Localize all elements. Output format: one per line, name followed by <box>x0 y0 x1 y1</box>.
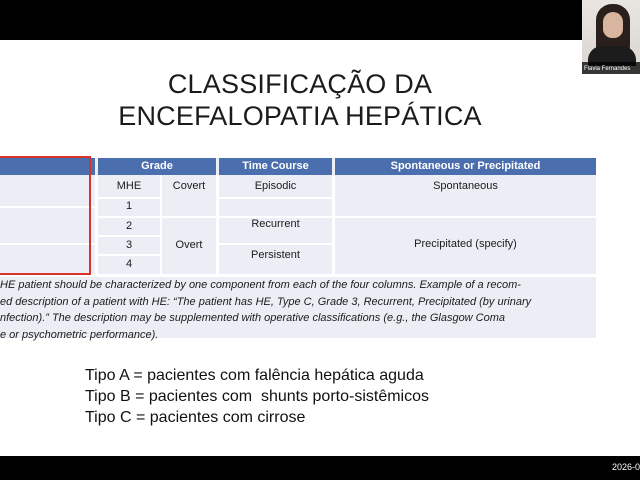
participant-video-tile[interactable] <box>582 0 640 74</box>
time-course-persistent: Persistent <box>251 249 300 261</box>
grade-1: 1 <box>125 200 133 212</box>
grade-4: 4 <box>125 258 133 270</box>
table-divider <box>98 216 160 218</box>
footnote-line: e or psychometric performance). <box>0 328 159 341</box>
slide-title <box>60 68 540 132</box>
table-divider <box>98 197 160 199</box>
table-divider <box>219 243 332 245</box>
slide-title-line2: ENCEFALOPATIA HEPÁTICA <box>118 101 482 131</box>
table-divider <box>335 216 596 218</box>
header-grade: Grade <box>98 158 216 175</box>
table-divider <box>219 197 332 199</box>
grade-3: 3 <box>125 239 133 251</box>
footnote-line: nfection).” The description may be supplemented with operative classifications (e.g., the Glasgow Coma <box>0 312 506 324</box>
header-time-course: Time Course <box>219 158 332 175</box>
table-divider <box>98 235 160 237</box>
type-a-line: Tipo A = pacientes com falência hepática aguda <box>85 367 424 384</box>
type-c-line: Tipo C = pacientes com cirrose <box>85 409 306 426</box>
type-b-line: Tipo B = pacientes com shunts porto-sistêmicos <box>85 388 429 405</box>
meeting-bottom-bar <box>0 456 640 480</box>
spontaneous-value: Spontaneous <box>433 180 498 192</box>
header-spontaneous-precipitated: Spontaneous or Precipitated <box>335 158 596 175</box>
footnote-line: HE patient should be characterized by one component from each of the four columns. Example of a recom- <box>0 279 521 291</box>
footnote-line: ed description of a patient with HE: “The patient has HE, Type C, Grade 3, Recurrent, Precipitated (by urinary <box>0 295 532 308</box>
grade-covert-label: Covert <box>172 180 206 192</box>
highlight-box <box>0 156 91 275</box>
participant-name: Flavia Fernandes <box>584 66 631 72</box>
table-divider <box>162 216 216 218</box>
time-course-episodic: Episodic <box>254 180 297 192</box>
precipitated-value: Precipitated (specify) <box>414 238 517 250</box>
he-types-list <box>85 365 429 428</box>
clock-text: 2026-0 <box>611 462 640 472</box>
table-divider <box>98 254 160 256</box>
table-footnote <box>0 277 600 343</box>
participant-face <box>603 12 623 38</box>
grade-2: 2 <box>125 220 133 232</box>
time-course-recurrent: Recurrent <box>251 218 300 230</box>
meeting-top-bar <box>0 0 640 40</box>
grade-mhe: MHE <box>116 180 142 192</box>
slide-title-line1: CLASSIFICAÇÃO DA <box>167 69 433 99</box>
grade-overt-label: Overt <box>175 239 203 251</box>
